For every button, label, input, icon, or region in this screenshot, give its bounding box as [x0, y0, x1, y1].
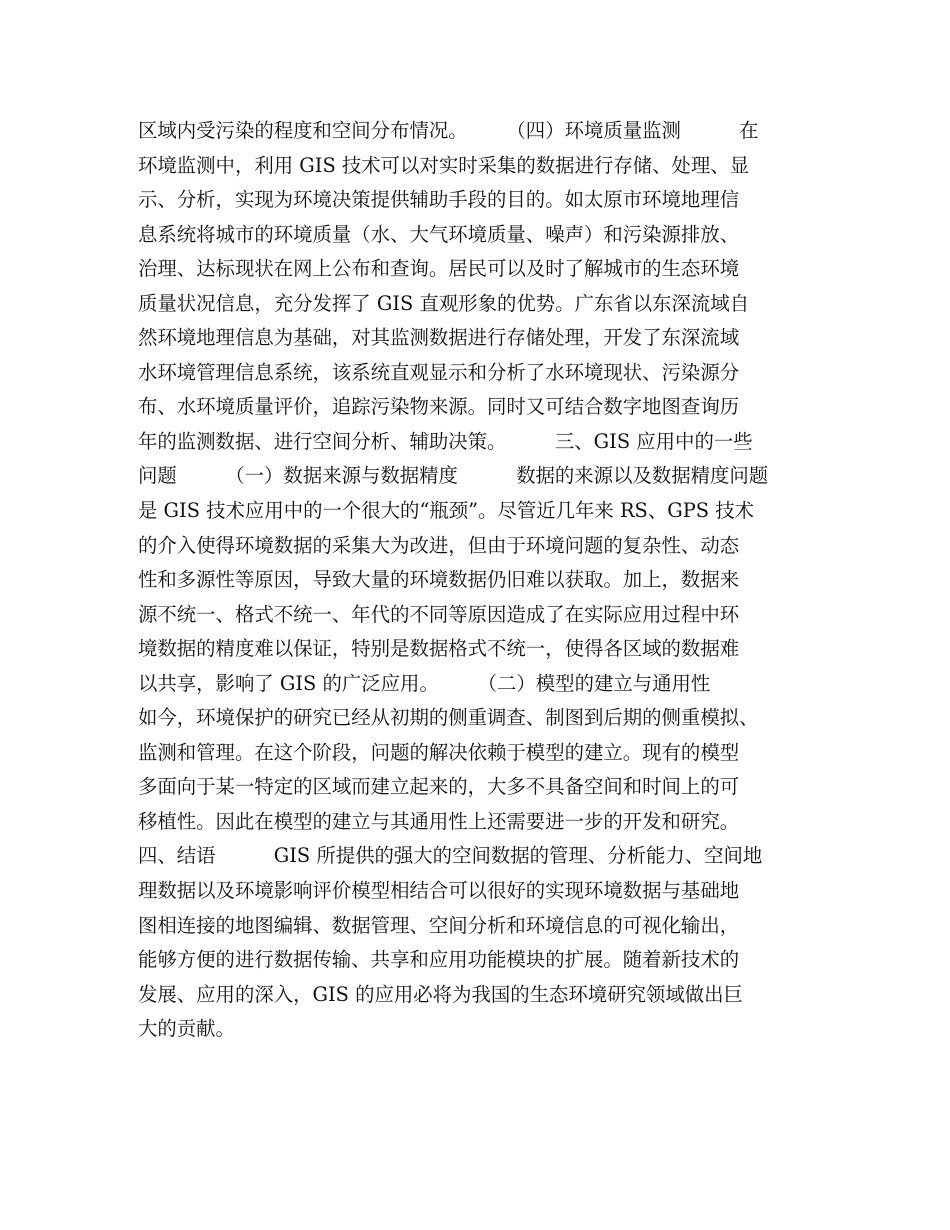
text-line: 环境监测中，利用 GIS 技术可以对实时采集的数据进行存储、处理、显 — [138, 153, 750, 177]
text-line: 如今，环境保护的研究已经从初期的侧重调查、制图到后期的侧重模拟、 — [138, 706, 759, 730]
text-line: 的介入使得环境数据的采集大为改进，但由于环境问题的复杂性、动态 — [138, 533, 740, 557]
text-line: 性和多源性等原因，导致大量的环境数据仍旧难以获取。加上，数据来 — [138, 568, 740, 592]
text-line: 源不统一、格式不统一、年代的不同等原因造成了在实际应用过程中环 — [138, 602, 740, 626]
text-line: 息系统将城市的环境质量（水、大气环境质量、噪声）和污染源排放、 — [138, 222, 740, 246]
text-line: 图相连接的地图编辑、数据管理、空间分析和环境信息的可视化输出， — [138, 913, 740, 937]
text-line: 境数据的精度难以保证，特别是数据格式不统一，使得各区域的数据难 — [138, 637, 740, 661]
text-line: 年的监测数据、进行空间分析、辅助决策。 三、GIS 应用中的一些 — [138, 429, 753, 453]
body-text — [138, 114, 828, 1047]
text-line: 示、分析，实现为环境决策提供辅助手段的目的。如太原市环境地理信 — [138, 188, 740, 212]
text-line: 是 GIS 技术应用中的一个很大的“瓶颈”。尽管近几年来 RS、GPS 技术 — [138, 499, 754, 523]
text-line: 质量状况信息，充分发挥了 GIS 直观形象的优势。广东省以东深流域自 — [138, 291, 750, 315]
text-line: 区域内受污染的程度和空间分布情况。 （四）环境质量监测 在 — [138, 119, 759, 142]
text-line: 治理、达标现状在网上公布和查询。居民可以及时了解城市的生态环境 — [138, 257, 740, 281]
text-line: 水环境管理信息系统，该系统直观显示和分析了水环境现状、污染源分 — [138, 360, 740, 384]
text-line: 能够方便的进行数据传输、共享和应用功能模块的扩展。随着新技术的 — [138, 948, 740, 972]
text-line: 发展、应用的深入，GIS 的应用必将为我国的生态环境研究领域做出巨 — [138, 982, 743, 1006]
text-line: 以共享，影响了 GIS 的广泛应用。 （二）模型的建立与通用性 — [138, 671, 711, 695]
text-line: 理数据以及环境影响评价模型相结合可以很好的实现环境数据与基础地 — [138, 879, 740, 903]
text-line: 然环境地理信息为基础，对其监测数据进行存储处理，开发了东深流域 — [138, 326, 740, 350]
text-line: 多面向于某一特定的区域而建立起来的，大多不具备空间和时间上的可 — [138, 775, 740, 799]
text-line: 移植性。因此在模型的建立与其通用性上还需要进一步的开发和研究。 — [138, 809, 740, 833]
text-line: 大的贡献。 — [138, 1017, 235, 1041]
text-line: 四、结语 GIS 所提供的强大的空间数据的管理、分析能力、空间地 — [138, 844, 763, 868]
text-line: 监测和管理。在这个阶段，问题的解决依赖于模型的建立。现有的模型 — [138, 740, 740, 764]
text-line: 布、水环境质量评价，追踪污染物来源。同时又可结合数字地图查询历 — [138, 395, 740, 419]
text-line: 问题 （一）数据来源与数据精度 数据的来源以及数据精度问题 — [138, 464, 769, 488]
